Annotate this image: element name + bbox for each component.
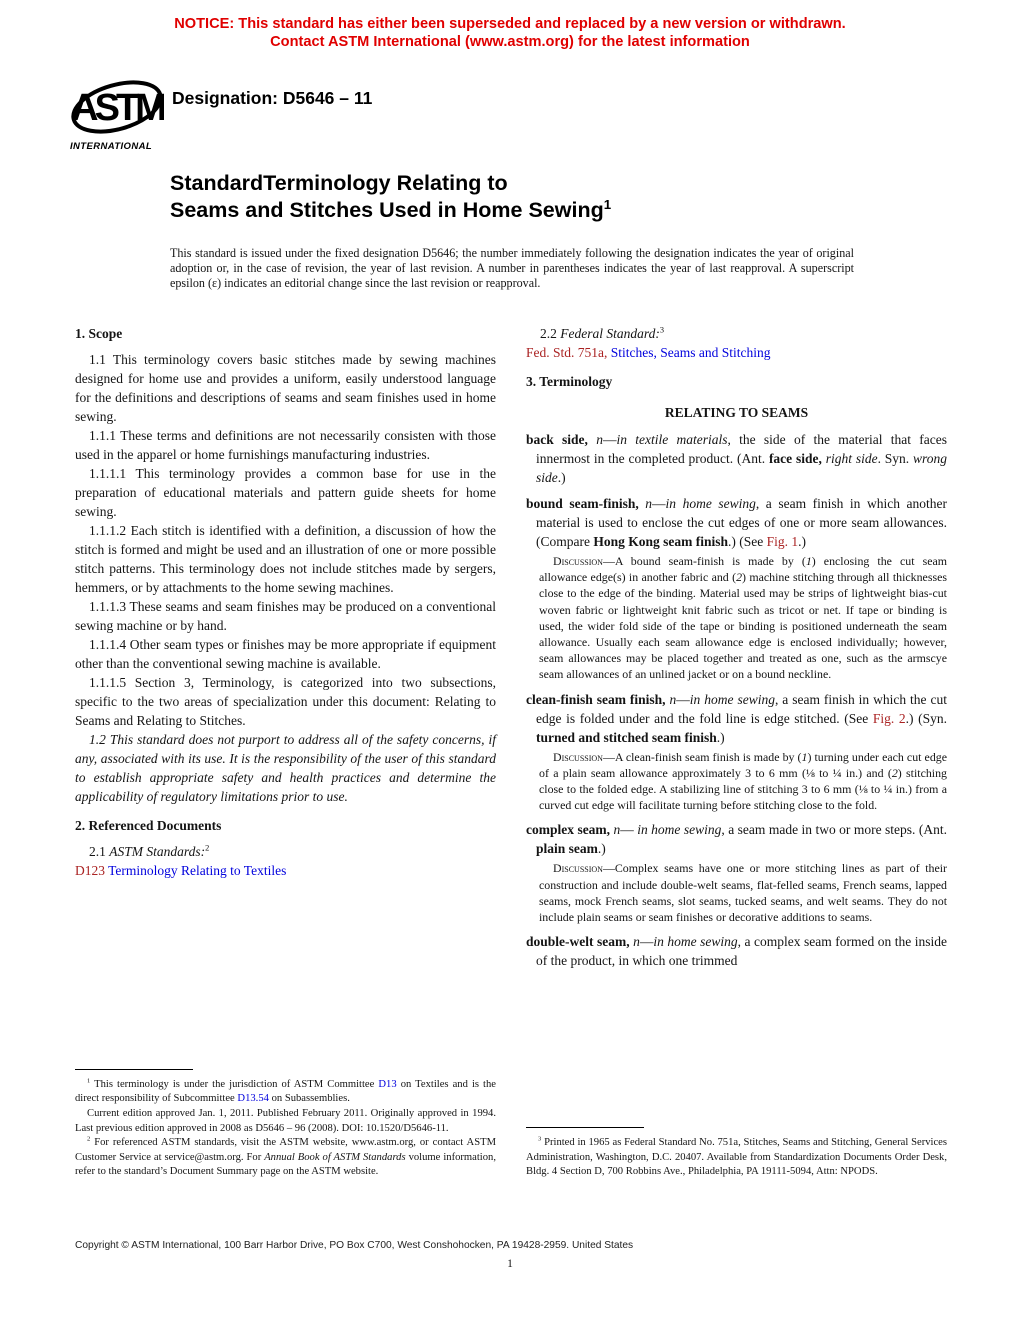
link-d13[interactable]: D13 <box>378 1078 397 1090</box>
term-complex-seam: complex seam, n— in home sewing, a seam made in two or more steps. (Ant. plain seam.) <box>526 822 948 857</box>
link-d123[interactable]: D123 <box>75 863 105 878</box>
astm-logo <box>70 74 170 152</box>
relating-to-seams-heading: RELATING TO SEAMS <box>664 405 809 420</box>
para-2-2: 2.2 Federal Standard:$^3$ <box>540 325 665 341</box>
title-line-2: Seams and Stitches Used in Home Sewing$^1$ <box>170 196 612 222</box>
notice-line-2: Contact ASTM International (www.astm.org) for the latest information <box>270 33 750 50</box>
footnote-1b: Current edition approved Jan. 1, 2011. Published February 2011. Originally approved in 1994. Last previous edition approved in 2008 as D5646 – 96 (2008). DOI: 10.1520/D5646-11. <box>75 1108 496 1134</box>
term-double-welt-seam: double-welt seam, n—in home sewing, a complex seam formed on the inside of the product, in which one trimmed <box>526 934 948 969</box>
astm-logo-caption: INTERNATIONAL <box>70 141 153 152</box>
astm-globe-icon <box>70 74 164 140</box>
two-column-body <box>75 322 947 1180</box>
reference-fed-std-751a <box>526 343 947 362</box>
left-column <box>75 322 496 1180</box>
para-1-1-1: 1.1.1 These terms and definitions are not necessarily consisten with those used in the apparel or home furnishings manufacturing industries. <box>75 428 496 462</box>
link-fig-1[interactable]: Fig. 1 <box>766 534 799 549</box>
term-back-side: back side, n—in textile materials, the side of the material that faces innermost in the completed product. (Ant. face side, right side. Syn. wrong side.) <box>526 432 948 485</box>
reference-d123 <box>75 861 496 880</box>
standard-title <box>170 170 611 224</box>
footnote-separator-rule <box>526 1127 644 1128</box>
left-footnotes <box>75 1069 496 1180</box>
section-3-terminology-heading: 3. Terminology <box>526 374 613 389</box>
para-2-1: 2.1 ASTM Standards:$^2$ <box>89 843 210 859</box>
link-d13-54[interactable]: D13.54 <box>237 1093 269 1105</box>
section-2-referenced-documents-heading: 2. Referenced Documents <box>75 818 222 833</box>
svg-text:ASTM: ASTM <box>71 87 163 129</box>
link-fig-2[interactable]: Fig. 2 <box>872 710 906 726</box>
notice-line-1: NOTICE: This standard has either been superseded and replaced by a new version or withdrawn. <box>174 16 846 32</box>
section-1-scope-heading: 1. Scope <box>75 326 123 341</box>
para-1-1-1-2: 1.1.1.2 Each stitch is identified with a definition, a discussion of how the stitch is formed and might be used and an illustration of one or more possible stitch patterns. This terminology does not include stitches made by sergers, hemmers, or by attachments to the home sewing machines. <box>75 523 496 595</box>
discussion-bound-seam-finish: Discussion—A bound seam-finish is made by (1) enclosing the cut seam allowance edge(s) in another fabric and (2) machine stitching through all thicknesses close to the edge of the binding. Material used may be strips of lightweight bias-cut woven fabric or lightweight knit fabric such as tricot or net. If tape or binding is used, the wider fold side of the tape or binding is positioned underneath the seam allowance. Usually each seam allowance edge is enclosed individually; however, seam allowances may be placed together and treated as one, such as the armscye seam allowances of an unlined jacket or on a bound neckline. <box>539 554 948 682</box>
discussion-clean-finish: Discussion—A clean-finish seam finish is made by (1) turning under each cut edge of a plain seam allowance approximately 3 to 6 mm (⅛ to ¼ in.) and (2) stitching close to the folded edge. A stabilizing line of stitching 3 to 6 mm (⅛ to ¼ in.) from a curved cut edge will facilitate turning before stitching close to the fold. <box>539 749 947 813</box>
copyright-line: Copyright © ASTM International, 100 Barr Harbor Drive, PO Box C700, West Conshohocken, PA 19428-2959. United States <box>75 1240 634 1251</box>
link-terminology-relating-to-textiles[interactable]: Terminology Relating to Textiles <box>105 863 287 878</box>
footnote-3: $^3$ Printed in 1965 as Federal Standard No. 751a, Stitches, Seams and Stitching, General Services Administration, Washington, D.C. 20407. Available from Standardization Documents Order Desk, Bldg. 4 Section D, 700 Robbins Ave., Philadelphia, PA 19111-5094, Attn: NPODS. <box>526 1135 947 1178</box>
footnote-separator-rule <box>75 1069 193 1070</box>
right-footnotes <box>526 1127 947 1180</box>
term-clean-finish-seam-finish: clean-finish seam finish, n—in home sewing, a seam finish in which the cut edge is folded under and the fold line is edge stitched. (See Fig. 2.) (Syn. turned and stitched seam finish.) <box>526 691 948 745</box>
para-1-1-1-5: 1.1.1.5 Section 3, Terminology, is categorized into two subsections, specific to the two areas of specialization under this document: Relating to Seams and Relating to Stitches. <box>75 675 496 728</box>
para-1-2: 1.2 This standard does not purport to address all of the safety concerns, if any, associated with its use. It is the responsibility of the user of this standard to establish appropriate safety and health practices and determine the applicability of regulatory limitations prior to use. <box>75 732 496 804</box>
para-1-1-1-1: 1.1.1.1 This terminology provides a common base for use in the preparation of educational materials and pattern guide sheets for home sewing. <box>75 466 496 519</box>
para-1-1-1-3: 1.1.1.3 These seams and seam finishes may be produced on a conventional sewing machine or by hand. <box>75 599 496 633</box>
link-fed-std-751a[interactable]: Fed. Std. 751a, <box>526 345 608 360</box>
term-bound-seam-finish: bound seam-finish, n—in home sewing, a seam finish in which another material is used to enclose the cut edges of one or more seam allowances. (Compare Hong Kong seam finish.) (See Fig. 1.) <box>526 496 947 549</box>
superseded-notice <box>0 16 1020 51</box>
footnote-2: $^2$ For referenced ASTM standards, visit the ASTM website, www.astm.org, or contact ASTM Customer Service at service@astm.org. For Annual Book of ASTM Standards volume information, refer to the standard’s Document Summary page on the ASTM website. <box>75 1135 496 1178</box>
para-1-1-1-4: 1.1.1.4 Other seam types or finishes may be more appropriate if equipment other than the conventional sewing machine is available. <box>75 637 496 671</box>
link-stitches-seams-and-stitching[interactable]: Stitches, Seams and Stitching <box>607 345 771 360</box>
issued-note: This standard is issued under the fixed designation D5646; the number immediately following the designation indicates the year of original adoption or, in the case of revision, the year of last revision. A number in parentheses indicates the year of last reapproval. A superscript epsilon (ε) indicates an editorial change since the last revision or reapproval. <box>170 246 854 290</box>
discussion-complex-seam: Discussion—Complex seams have one or more stitching lines as part of their construction and include double-welt seams, flat-felled seams, French seams, lapped seams, mock French seams, slot seams, tucked seams, and welt seams. They do not include plain seams or seam finishes or decorative additions to seams. <box>539 861 947 925</box>
designation: Designation: D5646 – 11 <box>172 88 373 108</box>
page-number: 1 <box>507 1258 513 1270</box>
right-column <box>526 322 947 1180</box>
para-1-1: 1.1 This terminology covers basic stitches made by sewing machines designed for home use and provides a uniform, easily understood language for the definitions and descriptions of seams and seam finishes used in home sewing. <box>75 352 496 424</box>
title-line-1: StandardTerminology Relating to <box>170 171 508 195</box>
footnote-1: $^1$ This terminology is under the jurisdiction of ASTM Committee D13 on Textiles and is the direct responsibility of Subcommittee D13.54 on Subassemblies. <box>75 1077 496 1105</box>
